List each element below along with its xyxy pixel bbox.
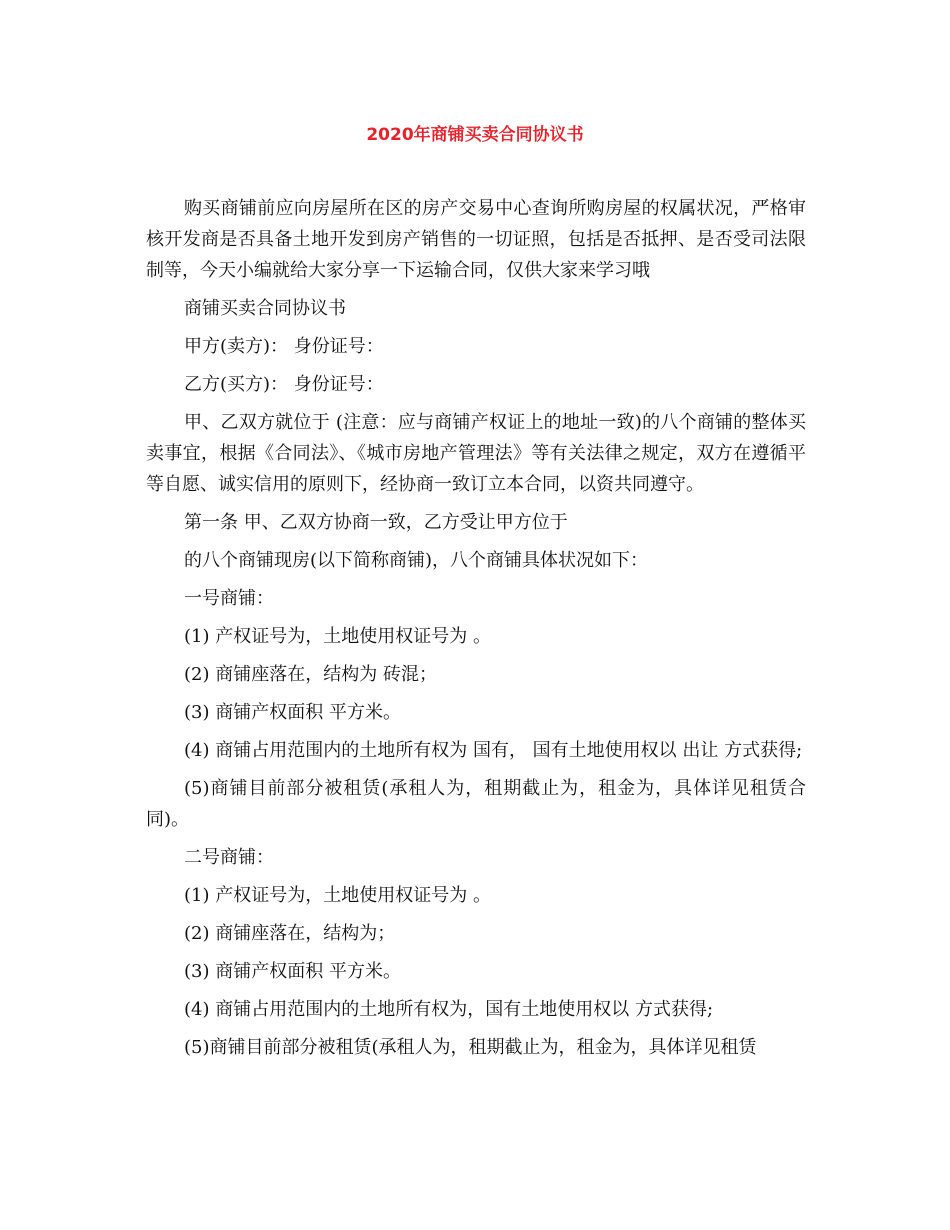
paragraph-shop-1-item-4: (4) 商铺占用范围内的土地所有权为 国有， 国有土地使用权以 出让 方式获得; bbox=[184, 740, 803, 761]
paragraph-party-a: 甲方(卖方)： 身份证号： bbox=[184, 336, 384, 357]
paragraph-shops-overview: 的八个商铺现房(以下简称商铺)，八个商铺具体状况如下： bbox=[184, 550, 649, 571]
paragraph-article-1: 第一条 甲、乙双方协商一致，乙方受让甲方位于 bbox=[184, 512, 568, 533]
document-body bbox=[146, 193, 806, 1070]
paragraph-shop-2-item-3: (3) 商铺产权面积 平方米。 bbox=[184, 961, 401, 982]
paragraph-shop-2-item-5: (5)商铺目前部分被租赁(承租人为，租期截止为，租金为，具体详见租赁 bbox=[184, 1037, 757, 1058]
paragraph-contract-name: 商铺买卖合同协议书 bbox=[184, 298, 346, 319]
paragraph-shop-1-heading: 一号商铺： bbox=[184, 588, 274, 609]
paragraph-shop-1-item-2: (2) 商铺座落在，结构为 砖混； bbox=[184, 664, 437, 685]
paragraph-shop-2-item-4: (4) 商铺占用范围内的土地所有权为，国有土地使用权以 方式获得; bbox=[184, 999, 714, 1020]
paragraph-party-b: 乙方(买方)： 身份证号： bbox=[184, 374, 384, 395]
paragraph-shop-1-item-1: (1) 产权证号为，土地使用权证号为 。 bbox=[184, 626, 491, 647]
document-title: 2020年商铺买卖合同协议书 bbox=[366, 125, 584, 145]
paragraph-shop-2-item-2: (2) 商铺座落在，结构为； bbox=[184, 923, 396, 944]
paragraph-intro: 购买商铺前应向房屋所在区的房产交易中心查询所购房屋的权属状况，严格审核开发商是否具备土地开发到房产销售的一切证照，包括是否抵押、是否受司法限制等，今天小编就给大家分享一下运输合同，仅供大家来学习哦 bbox=[146, 198, 806, 281]
paragraph-shop-1-item-3: (3) 商铺产权面积 平方米。 bbox=[184, 702, 401, 723]
paragraph-preamble: 甲、乙双方就位于 (注意：应与商铺产权证上的地址一致)的八个商铺的整体买卖事宜，根据《合同法》、《城市房地产管理法》等有关法律之规定，双方在遵循平等自愿、诚实信用的原则下，经协商一致订立本合同，以资共同遵守。 bbox=[146, 412, 806, 495]
paragraph-shop-2-heading: 二号商铺： bbox=[184, 847, 274, 868]
paragraph-shop-1-item-5: (5)商铺目前部分被租赁(承租人为，租期截止为，租金为，具体详见租赁合同)。 bbox=[146, 778, 806, 830]
paragraph-shop-2-item-1: (1) 产权证号为，土地使用权证号为 。 bbox=[184, 885, 491, 906]
